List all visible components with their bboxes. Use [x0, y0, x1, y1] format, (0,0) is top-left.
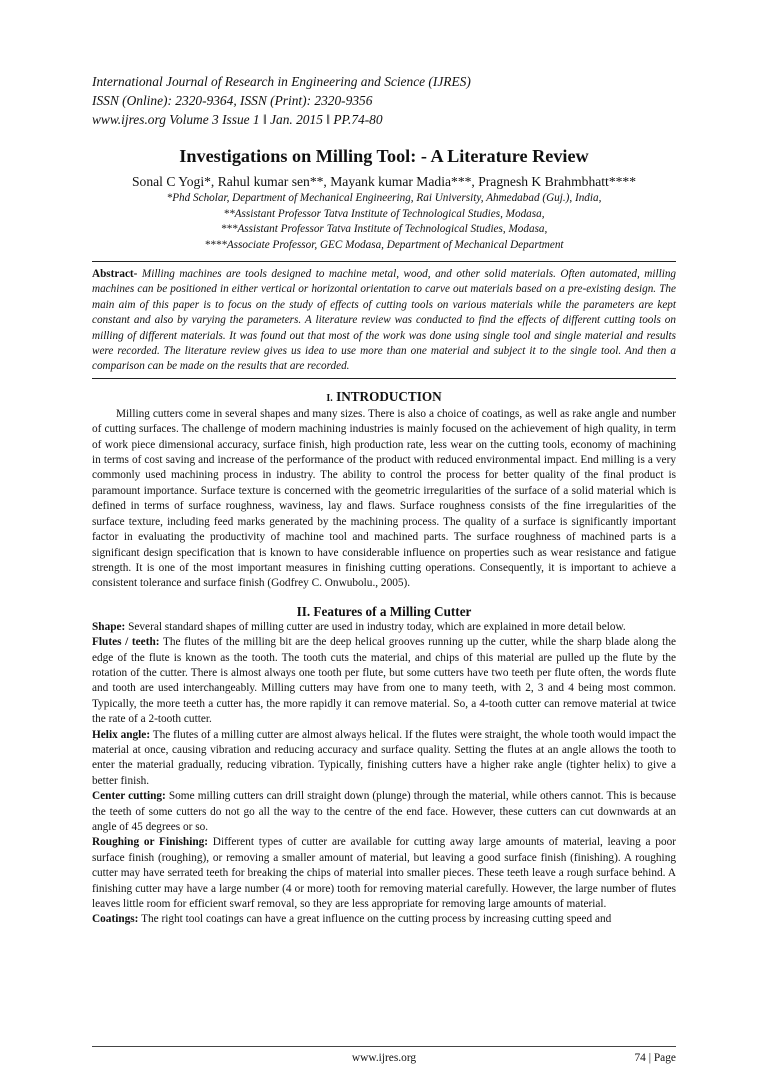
feature-term: Flutes / teeth:: [92, 636, 160, 649]
paper-page: [92, 72, 676, 928]
features-list: [92, 620, 676, 928]
feature-text: The flutes of the milling bit are the deep helical grooves running up the cutter, while the sharp blade along the edge of the flute is known as the tooth. The tooth cuts the material, and chips of this material are pulled up the flute by the rotation of the cutter. There is almost always one tooth per flute, but some cutters have two teeth per flute often, the words flute and tooth are used interchangeably. Milling cutters may have from one to many teeth, with 2, 3 and 4 being most common. Typically, the more teeth a cutter has, the more rapidly it can remove material. So, a 4-tooth cutter can remove material at twice the rate of a 2-tooth cutter.: [92, 636, 676, 726]
affiliation-1: *Phd Scholar, Department of Mechanical Engineering, Rai University, Ahmedabad (Guj.), India,: [166, 192, 602, 204]
intro-paragraph: Milling cutters come in several shapes and many sizes. There is also a choice of coatings, as well as rake angle and number of cutting surfaces. The challenge of modern machining industries is mainly focused on the achievement of high quality, in term of work piece dimensional accuracy, surface finish, high production rate, less wear on the cutting tools, economy of machining in terms of cost saving and increase of the performance of the product with reduced environmental impact. End milling is a very commonly used machining process in industry. The ability to control the process for better quality of the final product is paramount importance. Surface texture is concerned with the geometric irregularities of the surface of a solid material which is defined in terms of surface roughness, waviness, lay and flaws. Surface roughness consists of the fine irregularities of the surface texture, including feed marks generated by the machining process. The quality of a surface is significantly important factor in evaluating the productivity of machine tool and machined parts. The surface roughness of machined parts is a significant design specification that is known to have considerable influence on properties such as wear resistance and fatigue strength. It is one of the most important measures in finishing cutting operations. Consequently, it is important to achieve a consistent tolerance and surface finish (Godfrey C. Onwubolu., 2005).: [92, 407, 676, 590]
abstract-label: Abstract-: [92, 268, 138, 280]
section-1-title: INTRODUCTION: [336, 388, 442, 404]
feature-item: [92, 835, 676, 912]
feature-term: Shape:: [92, 620, 126, 633]
feature-term: Helix angle:: [92, 728, 151, 741]
journal-header: [92, 72, 676, 129]
section-1-number: I.: [326, 392, 333, 404]
section-2-heading: II. Features of a Milling Cutter: [296, 603, 472, 619]
journal-issn: ISSN (Online): 2320-9364, ISSN (Print): 2320-9356: [92, 93, 373, 108]
feature-text: The flutes of a milling cutter are almost always helical. If the flutes were straight, the whole tooth would impact the material at once, causing vibration and reducing accuracy and surface quality. Setting the flutes at an angle allows the tooth to enter the material gradually, reducing vibration. Typically, finishing cutters have a higher rake angle (tighter helix) to give a better finish.: [92, 728, 676, 787]
footer-rule: [92, 1046, 676, 1047]
abstract-top-rule: [92, 261, 676, 262]
paper-title: Investigations on Milling Tool: - A Literature Review: [179, 146, 589, 166]
feature-item: [92, 789, 676, 835]
affiliation-2: **Assistant Professor Tatva Institute of Technological Studies, Modasa,: [223, 207, 545, 220]
abstract: [92, 267, 676, 375]
feature-text: Different types of cutter are available for cutting away large amounts of material, leaving a poor surface finish (roughing), or removing a smaller amount of material, but leaving a good surface finish (finishing). A roughing cutter may have serrated teeth for breaking the chips of material into smaller pieces. These teeth leave a rough surface behind. A finishing cutter may have a large number (4 or more) tooth for removing material carefully. However, the large number of flutes leaves little room for efficient swarf removal, so they are less appropriate for removing large amounts of material.: [92, 836, 677, 911]
page-number: 74 | Page: [634, 1052, 676, 1064]
feature-item: [92, 912, 676, 927]
author-list: Sonal C Yogi*, Rahul kumar sen**, Mayank kumar Madia***, Pragnesh K Brahmbhatt****: [131, 174, 637, 189]
footer-url: www.ijres.org: [351, 1052, 417, 1064]
feature-text: Several standard shapes of milling cutter are used in industry today, which are explained in more detail below.: [128, 620, 626, 633]
section-1-heading: [92, 389, 676, 407]
feature-text: Some milling cutters can drill straight down (plunge) through the material, while others cannot. This is because the teeth of some cutters do not go all the way to the centre of the end face. However, these cutters can cut downwards at an angle of 45 degrees or so.: [92, 790, 677, 833]
journal-volume: www.ijres.org Volume 3 Issue 1 ǁ Jan. 2015 ǁ PP.74-80: [92, 112, 383, 127]
feature-term: Center cutting:: [92, 790, 166, 803]
feature-term: Roughing or Finishing:: [92, 836, 209, 849]
affiliation-4: ****Associate Professor, GEC Modasa, Department of Mechanical Department: [204, 238, 564, 251]
feature-item: [92, 728, 676, 790]
abstract-bottom-rule: [92, 378, 676, 379]
abstract-text: Milling machines are tools designed to machine metal, wood, and other solid materials. Often automated, milling machines can be positioned in either vertical or horizontal orientation to carve out materials based on a pre-existing design. The main aim of this paper is to focus on the study of effects of cutting tools on various materials while the parameters are kept constant and also by varying the parameters. A literature review was conducted to find the effects of different cutting tools on milling of different materials. It was found out that most of the work was done using single tool and single material and results were recorded. The literature review gives us idea to use more than one material and subject it to the single tool. And then a comparison can be made on the results that are recorded.: [92, 268, 677, 373]
feature-text: The right tool coatings can have a great influence on the cutting process by increasing cutting speed and: [141, 913, 612, 926]
feature-item: [92, 620, 676, 635]
feature-item: [92, 635, 676, 727]
affiliation-3: ***Assistant Professor Tatva Institute of Technological Studies, Modasa,: [220, 223, 548, 235]
journal-name: International Journal of Research in Engineering and Science (IJRES): [92, 74, 471, 89]
feature-term: Coatings:: [92, 913, 139, 926]
affiliations: [92, 191, 676, 253]
